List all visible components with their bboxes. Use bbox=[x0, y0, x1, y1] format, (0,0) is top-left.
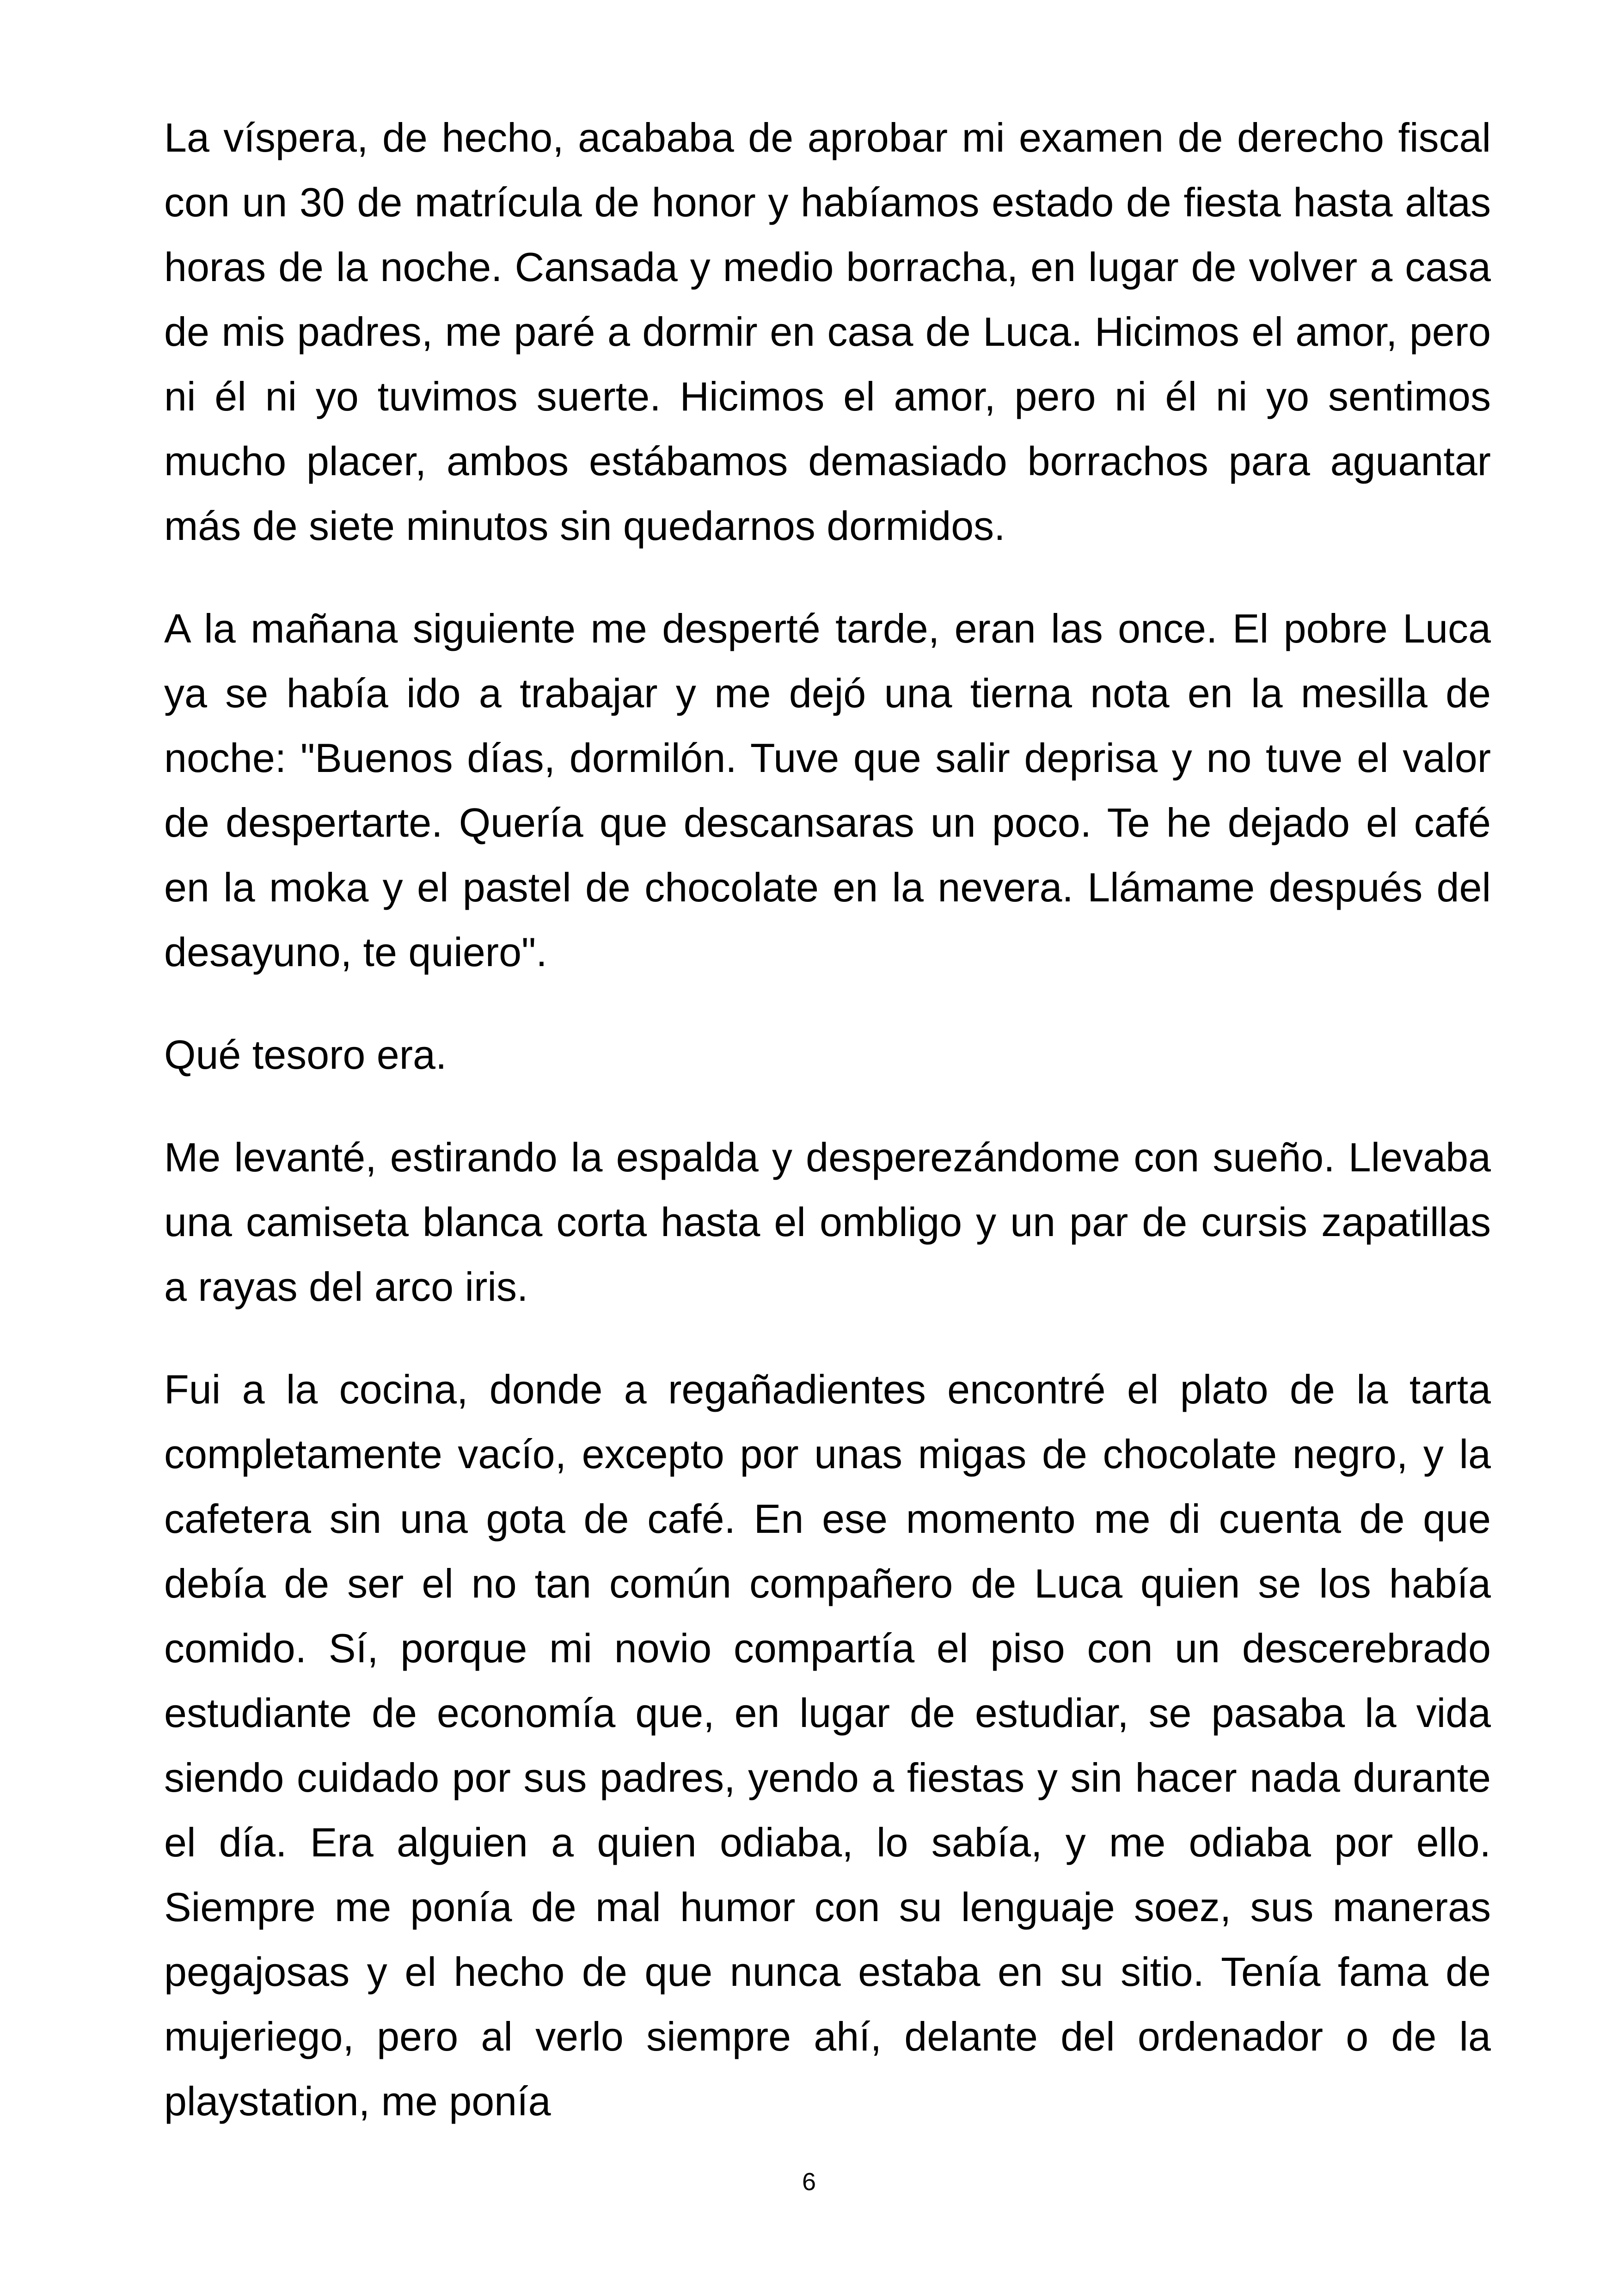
body-text bbox=[164, 105, 1491, 2172]
paragraph-3: Qué tesoro era. bbox=[164, 1032, 447, 1078]
paragraph-2: A la mañana siguiente me desperté tarde, eran las once. El pobre Luca ya se había ido a trabajar y me dejó una tierna nota en la mesilla de noche: "Buenos días, dormilón. Tuve que salir deprisa y no tuve el valor de despertarte. Quería que descansaras un poco. Te he dejado el café en la moka y el pastel de chocolate en la nevera. Llámame después del desayuno, te quiero". bbox=[164, 606, 1491, 975]
paragraph-5: Fui a la cocina, donde a regañadientes encontré el plato de la tarta completamente vacío, excepto por unas migas de chocolate negro, y la cafetera sin una gota de café. En ese momento me di cuenta de que debía de ser el no tan común compañero de Luca quien se los había comido. Sí, porque mi novio compartía el piso con un descerebrado estudiante de economía que, en lugar de estudiar, se pasaba la vida siendo cuidado por sus padres, yendo a fiestas y sin hacer nada durante el día. Era alguien a quien odiaba, lo sabía, y me odiaba por ello. Siempre me ponía de mal humor con su lenguaje soez, sus maneras pegajosas y el hecho de que nunca estaba en su sitio. Tenía fama de mujeriego, pero al verlo siempre ahí, delante del ordenador o de la playstation, me ponía bbox=[164, 1366, 1491, 2124]
paragraph-1: La víspera, de hecho, acababa de aprobar mi examen de derecho fiscal con un 30 de matrícula de honor y habíamos estado de fiesta hasta altas horas de la noche. Cansada y medio borracha, en lugar de volver a casa de mis padres, me paré a dormir en casa de Luca. Hicimos el amor, pero ni él ni yo tuvimos suerte. Hicimos el amor, pero ni él ni yo sentimos mucho placer, ambos estábamos demasiado borrachos para aguantar más de siete minutos sin quedarnos dormidos. bbox=[164, 115, 1491, 549]
paragraph-4: Me levanté, estirando la espalda y desperezándome con sueño. Llevaba una camiseta blanca corta hasta el ombligo y un par de cursis zapatillas a rayas del arco iris. bbox=[164, 1134, 1491, 1310]
page-number: 6 bbox=[802, 2168, 816, 2196]
